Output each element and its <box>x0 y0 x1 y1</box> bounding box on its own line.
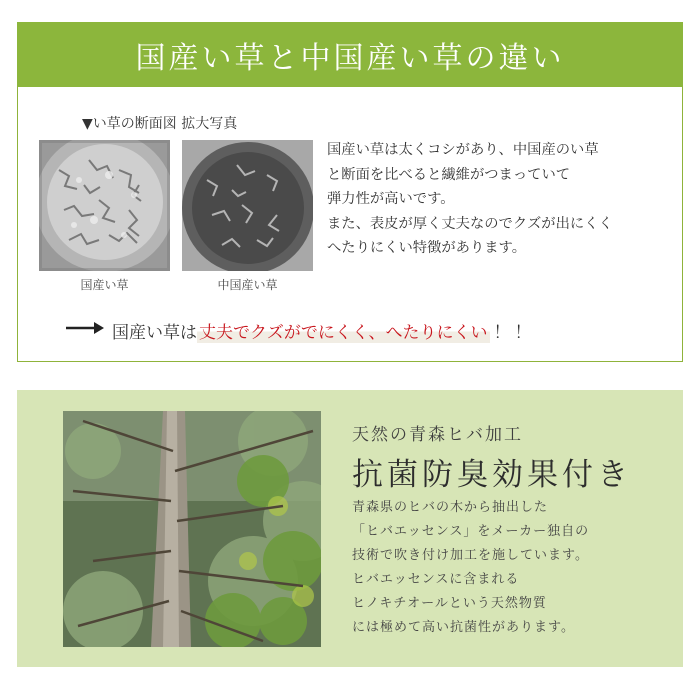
hiba-tree-photo <box>63 411 321 647</box>
hiba-subtitle: 天然の青森ヒバ加工 <box>352 425 523 445</box>
hiba-line: 技術で吹き付け加工を施しています。 <box>352 548 589 563</box>
hiba-line: 「ヒバエッセンス」をメーカー独自の <box>352 524 590 539</box>
hiba-line: ヒノキチオールという天然物質 <box>352 596 547 611</box>
description-line: また、表皮が厚く丈夫なのでクズが出にくく <box>327 215 613 232</box>
description-line: へたりにくい特徴があります。 <box>327 240 527 256</box>
conclusion-prefix: 国産い草は <box>112 322 197 343</box>
hiba-line: 青森県のヒバの木から抽出した <box>352 500 549 515</box>
cross-section-title: ▼い草の断面図 拡大写真 <box>82 116 238 132</box>
description-line: と断面を比べると繊維がつまっていて <box>327 166 571 183</box>
hiba-description <box>352 496 672 640</box>
comparison-description <box>327 138 677 261</box>
domestic-igusa-photo <box>39 140 170 271</box>
comparison-header <box>17 22 683 87</box>
domestic-photo-caption: 国産い草 <box>80 278 129 292</box>
description-line: 弾力性が高いです。 <box>327 191 455 207</box>
comparison-title: 国産い草と中国産い草の違い <box>135 40 565 76</box>
chinese-photo-caption: 中国産い草 <box>217 278 278 292</box>
chinese-igusa-photo <box>182 140 313 271</box>
description-line: 国産い草は太くコシがあり、中国産のい草 <box>327 142 599 158</box>
hiba-line: ヒバエッセンスに含まれる <box>352 572 520 587</box>
hiba-line: には極めて高い抗菌性があります。 <box>352 620 575 635</box>
arrow-right-icon <box>66 320 104 340</box>
conclusion-highlight: 丈夫でクズがでにくく、へたりにくい <box>197 318 490 343</box>
hiba-title: 抗菌防臭効果付き <box>352 457 632 493</box>
conclusion-line <box>66 315 536 345</box>
conclusion-suffix: ！！ <box>493 322 536 343</box>
